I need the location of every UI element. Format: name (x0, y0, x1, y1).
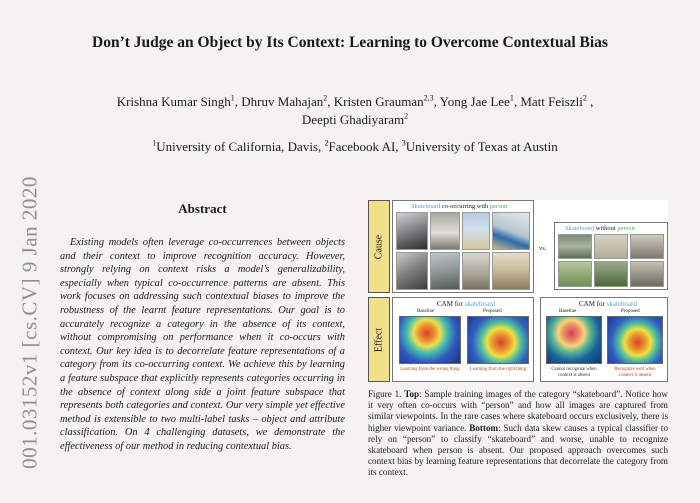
author: Matt Feiszli$^2$ , (520, 93, 594, 109)
author: Kristen Grauman$^{2,3}$, (333, 93, 440, 109)
cam-note: Learning from the right thing (469, 367, 527, 372)
cam-heatmap (546, 316, 602, 364)
cam-heatmap (467, 316, 529, 364)
cam-note: Recognize well when context is absent (614, 367, 656, 378)
cam-title: CAM for skateboard (579, 300, 637, 308)
photo (462, 212, 490, 250)
figure-1 (368, 200, 668, 382)
photo (462, 252, 490, 290)
without-title: Skateboard without person (565, 225, 635, 232)
cam-heatmap (607, 316, 663, 364)
arxiv-stamp: 001.03152v1 [cs.CV] 9 Jan 2020 (17, 176, 42, 469)
photo (430, 212, 460, 250)
photo (558, 261, 592, 287)
photo (558, 234, 592, 259)
cause-label: Cause (368, 200, 390, 293)
cam-panel-cooccur (392, 297, 534, 382)
author-list (60, 93, 650, 129)
figure-caption: Figure 1. Top: Sample training images of the category “skateboard”. Notice how it very often co-occurs with “person” and how all images are captured from similar viewpoints. In the rare cases where skateboard occurs exclusively, there is higher viewpoint variance. Bottom: Such data skew causes a typical classifier to rely on “person” to classify “skateboard” and worse, unable to recognize skateboard when person is absent. Our proposed approach overcomes such context bias by learning feature representations that decorrelate the category from its context. (368, 389, 668, 478)
proposed-label: Proposed (483, 309, 502, 314)
author: Yong Jae Lee$^1$, (439, 93, 521, 109)
photo (594, 261, 628, 287)
paper-title: Don’t Judge an Object by Its Context: Learning to Overcome Contextual Bias (92, 34, 608, 51)
baseline-label: Baseline (417, 309, 435, 314)
abstract-heading: Abstract (178, 201, 227, 216)
photo (396, 252, 428, 290)
cooccur-panel (392, 200, 534, 293)
proposed-label: Proposed (621, 309, 640, 314)
cam-note: Cannot recognize when context is absent (551, 367, 597, 378)
baseline-label: Baseline (559, 309, 577, 314)
photo (630, 261, 664, 287)
photo (492, 212, 530, 250)
photo (630, 234, 664, 259)
cam-note: Learning from the wrong thing (400, 367, 460, 372)
without-panel (554, 222, 668, 290)
cam-title: CAM for skateboard (437, 300, 495, 308)
photo (396, 212, 428, 250)
vs-label: vs. (539, 245, 547, 252)
cam-panel-without (540, 297, 668, 382)
affiliations: $^1$University of California, Davis, $^2$Facebook AI, $^3$University of Texas at Austin (152, 138, 558, 154)
photo (430, 252, 460, 290)
author: Dhruv Mahajan$^2$, (241, 93, 334, 109)
cam-heatmap (399, 316, 461, 364)
effect-label: Effect (368, 297, 390, 382)
author: Krishna Kumar Singh$^1$, (116, 93, 242, 109)
cooccur-title: Skateboard co-occurring with person (411, 203, 508, 210)
abstract-body: Existing models often leverage co-occurrences between objects and their context to improve recognition accuracy. However, strongly relying on context risks a model’s generalizability, especially when typical co-occurrence patterns are absent. This work focuses on addressing such contextual biases to improve the robustness of the learnt feature representations. Our goal is to accurately recognize a category in the absence of its context, without compromising on performance when it co-occurs with context. Our key idea is to decorrelate feature representations of a category from its co-occurring context. We achieve this by learning a feature subspace that explicitly represents categories occurring in the absence of context along side a joint feature subspace that represents both categories and context. Our very simple yet effective method is extensible to two multi-label tasks – object and attribute classification. On 4 challenging datasets, we demonstrate the effectiveness of our method in reducing contextual bias. (60, 237, 345, 452)
author: Deepti Ghadiyaram$^2$ (301, 111, 409, 127)
photo (594, 234, 628, 259)
photo (492, 252, 530, 290)
